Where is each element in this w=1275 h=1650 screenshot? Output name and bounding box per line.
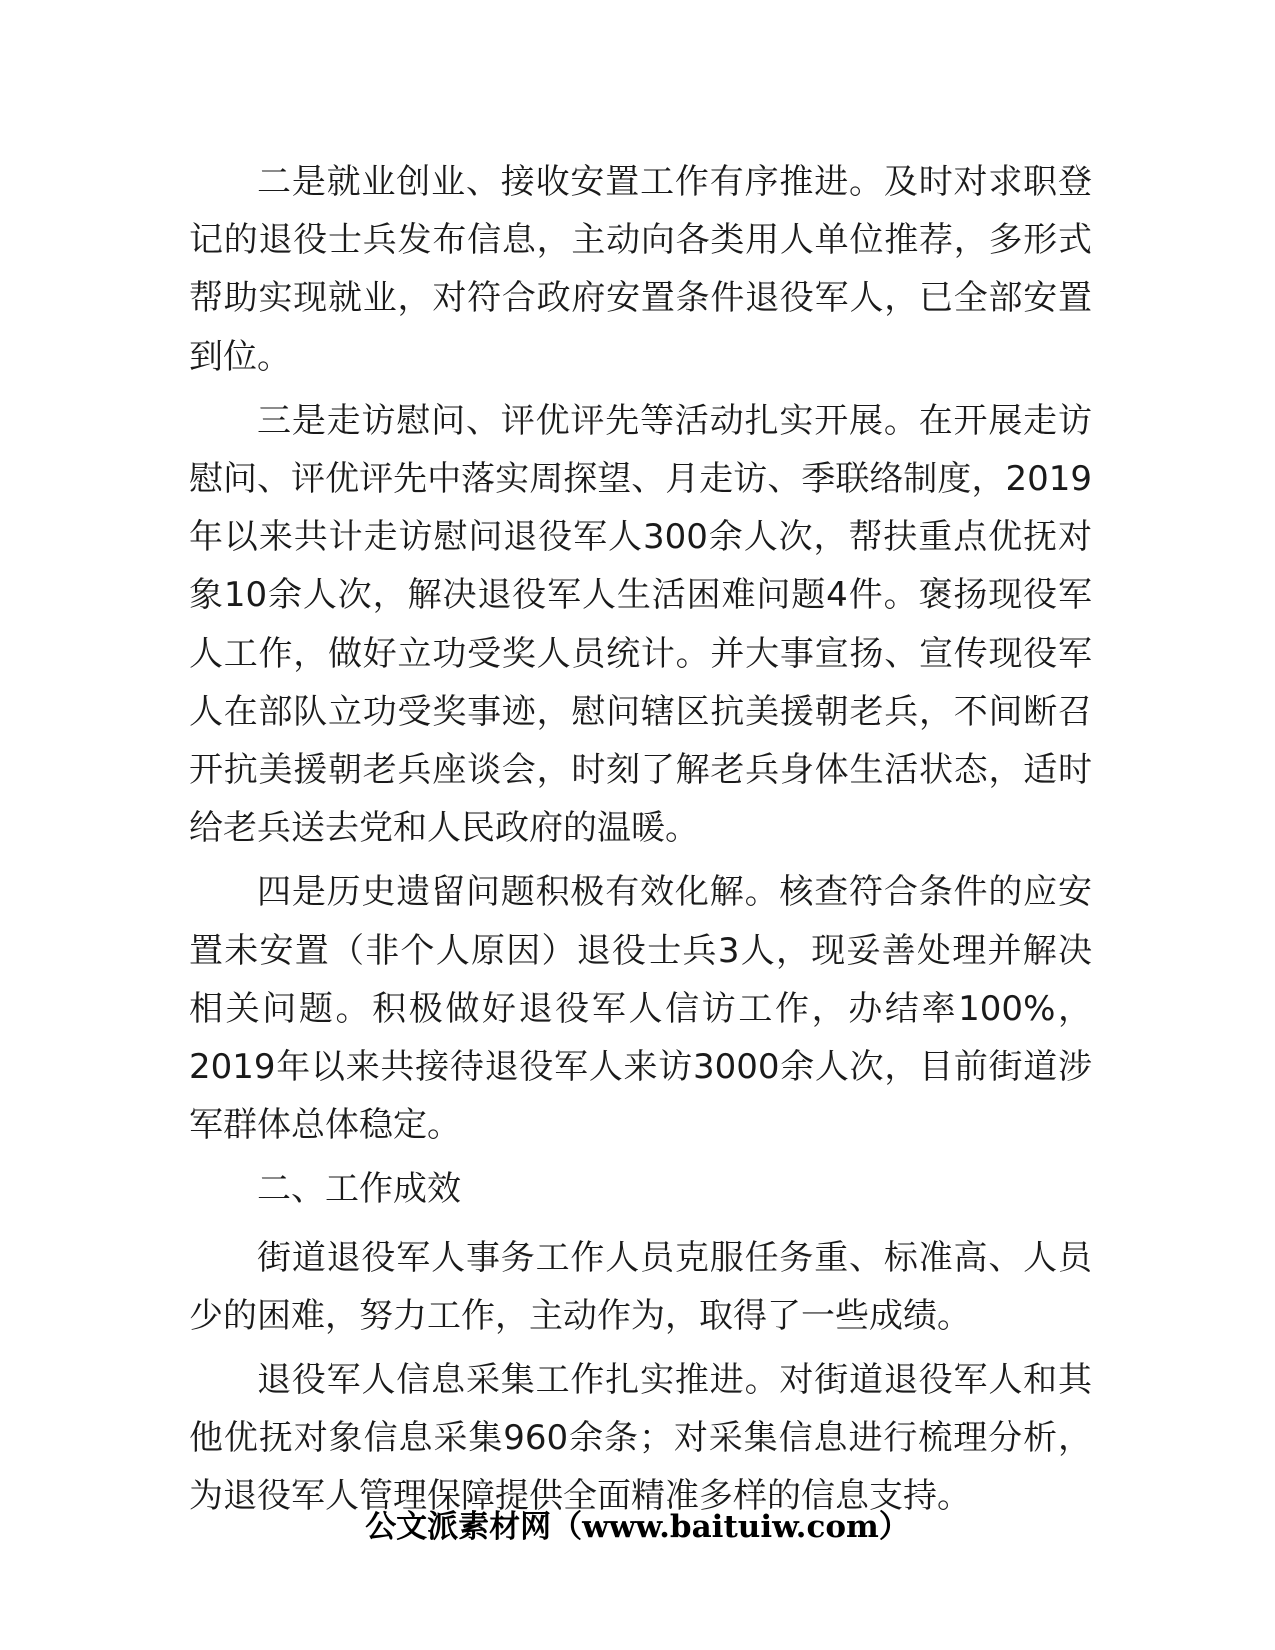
document-body bbox=[189, 153, 1092, 1532]
paragraph-info-collection: 退役军人信息采集工作扎实推进。对街道退役军人和其他优抚对象信息采集960余条；对采集信息进行梳理分析，为退役军人管理保障提供全面精准多样的信息支持。 bbox=[189, 1360, 1092, 1517]
footer-watermark: 公文派素材网（www.baituiw.com） bbox=[365, 1509, 910, 1545]
section-heading-results: 二、工作成效 bbox=[257, 1169, 461, 1210]
paragraph-visits: 三是走访慰问、评优评先等活动扎实开展。在开展走访慰问、评优评先中落实周探望、月走访、季联络制度，2019年以来共计走访慰问退役军人300余人次，帮扶重点优抚对象10余人次，解决退役军人生活困难问题4件。褒扬现役军人工作，做好立功受奖人员统计。并大事宣扬、宣传现役军人在部队立功受奖事迹，慰问辖区抗美援朝老兵，不间断召开抗美援朝老兵座谈会，时刻了解老兵身体生活状态，适时给老兵送去党和人民政府的温暖。 bbox=[189, 400, 1092, 849]
paragraph-results-intro: 街道退役军人事务工作人员克服任务重、标准高、人员少的困难，努力工作，主动作为，取得了一些成绩。 bbox=[189, 1237, 1092, 1336]
paragraph-employment: 二是就业创业、接收安置工作有序推进。及时对求职登记的退役士兵发布信息，主动向各类用人单位推荐，多形式帮助实现就业，对符合政府安置条件退役军人，已全部安置到位。 bbox=[189, 162, 1092, 377]
paragraph-legacy-issues: 四是历史遗留问题积极有效化解。核查符合条件的应安置未安置（非个人原因）退役士兵3人，现妥善处理并解决相关问题。积极做好退役军人信访工作，办结率100%，2019年以来共接待退役军人来访3000余人次，目前街道涉军群体总体稳定。 bbox=[189, 872, 1092, 1146]
